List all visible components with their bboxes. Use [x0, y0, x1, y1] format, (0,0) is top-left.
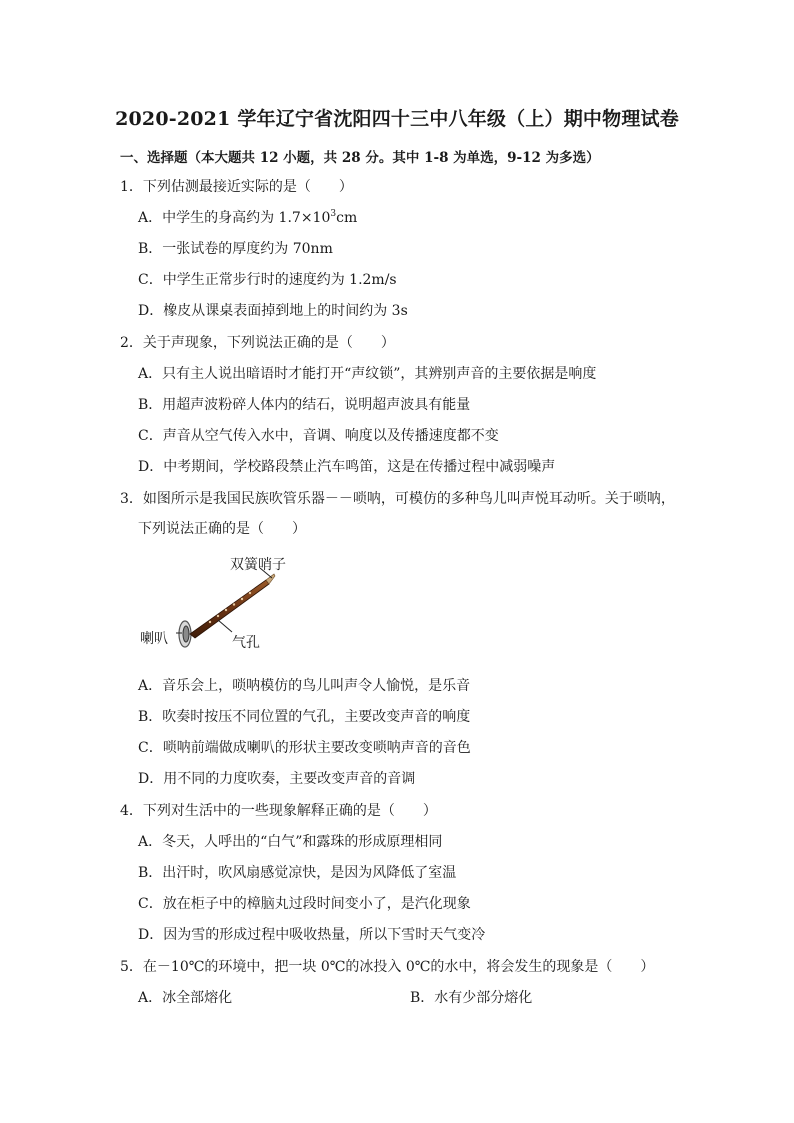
question-3-option-c: C．唢呐前端做成喇叭的形状主要改变唢呐声音的音色	[138, 740, 471, 756]
question-4-option-b: B．出汗时，吹风扇感觉凉快，是因为风降低了室温	[138, 865, 457, 881]
question-2-option-c: C．声音从空气传入水中，音调、响度以及传播速度都不变	[138, 428, 499, 444]
label-horn: 喇叭	[140, 631, 168, 647]
question-1-option-c: C．中学生正常步行时的速度约为 1.2m/s	[138, 272, 397, 288]
question-4-option-d: D．因为雪的形成过程中吸收热量，所以下雪时天气变冷	[138, 927, 486, 943]
suona-figure	[140, 548, 300, 660]
question-1-option-b: B．一张试卷的厚度约为 70nm	[138, 241, 333, 257]
question-5-option-b: B．水有少部分熔化	[410, 990, 533, 1006]
label-reed: 双簧哨子	[230, 557, 286, 573]
question-2-option-a: A．只有主人说出暗语时才能打开“声纹锁”，其辨别声音的主要依据是响度	[138, 366, 597, 382]
section-heading: 一、选择题（本大题共 12 小题，共 28 分。其中 1-8 为单选，9-12 为多选）	[120, 150, 600, 166]
question-4-option-c: C．放在柜子中的樟脑丸过段时间变小了，是汽化现象	[138, 896, 471, 912]
question-1-stem: 1．下列估测最接近实际的是（ ）	[120, 179, 353, 195]
question-3-option-d: D．用不同的力度吹奏，主要改变声音的音调	[138, 771, 416, 787]
question-2-option-b: B．用超声波粉碎人体内的结石，说明超声波具有能量	[138, 397, 471, 413]
question-3-option-b: B．吹奏时按压不同位置的气孔，主要改变声音的响度	[138, 709, 471, 725]
question-5-stem: 5．在－10℃的环境中，把一块 0℃的冰投入 0℃的水中，将会发生的现象是（ ）	[120, 959, 655, 975]
question-2-option-d: D．中考期间，学校路段禁止汽车鸣笛，这是在传播过程中减弱噪声	[138, 459, 556, 475]
question-4-option-a: A．冬天，人呼出的“白气”和露珠的形成原理相同	[138, 834, 443, 850]
question-4-stem: 4．下列对生活中的一些现象解释正确的是（ ）	[120, 803, 437, 819]
question-5-option-a: A．冰全部熔化	[138, 990, 233, 1006]
question-1-option-d: D．橡皮从课桌表面掉到地上的时间约为 3s	[138, 303, 408, 319]
question-3-option-a: A．音乐会上，唢呐模仿的鸟儿叫声令人愉悦，是乐音	[138, 678, 471, 694]
page-title: 2020-2021 学年辽宁省沈阳四十三中八年级（上）期中物理试卷	[115, 108, 679, 130]
question-1-option-a: A．中学生的身高约为 $1.7\times 10^3cm$	[138, 209, 358, 226]
question-3-stem-line-1: 3．如图所示是我国民族吹管乐器－－唢呐，可模仿的多种鸟儿叫声悦耳动听。关于唢呐，	[120, 491, 675, 507]
question-3-stem-line-2: 下列说法正确的是（ ）	[138, 521, 306, 537]
question-2-stem: 2．关于声现象，下列说法正确的是（ ）	[120, 335, 395, 351]
label-air-hole: 气孔	[232, 635, 260, 651]
